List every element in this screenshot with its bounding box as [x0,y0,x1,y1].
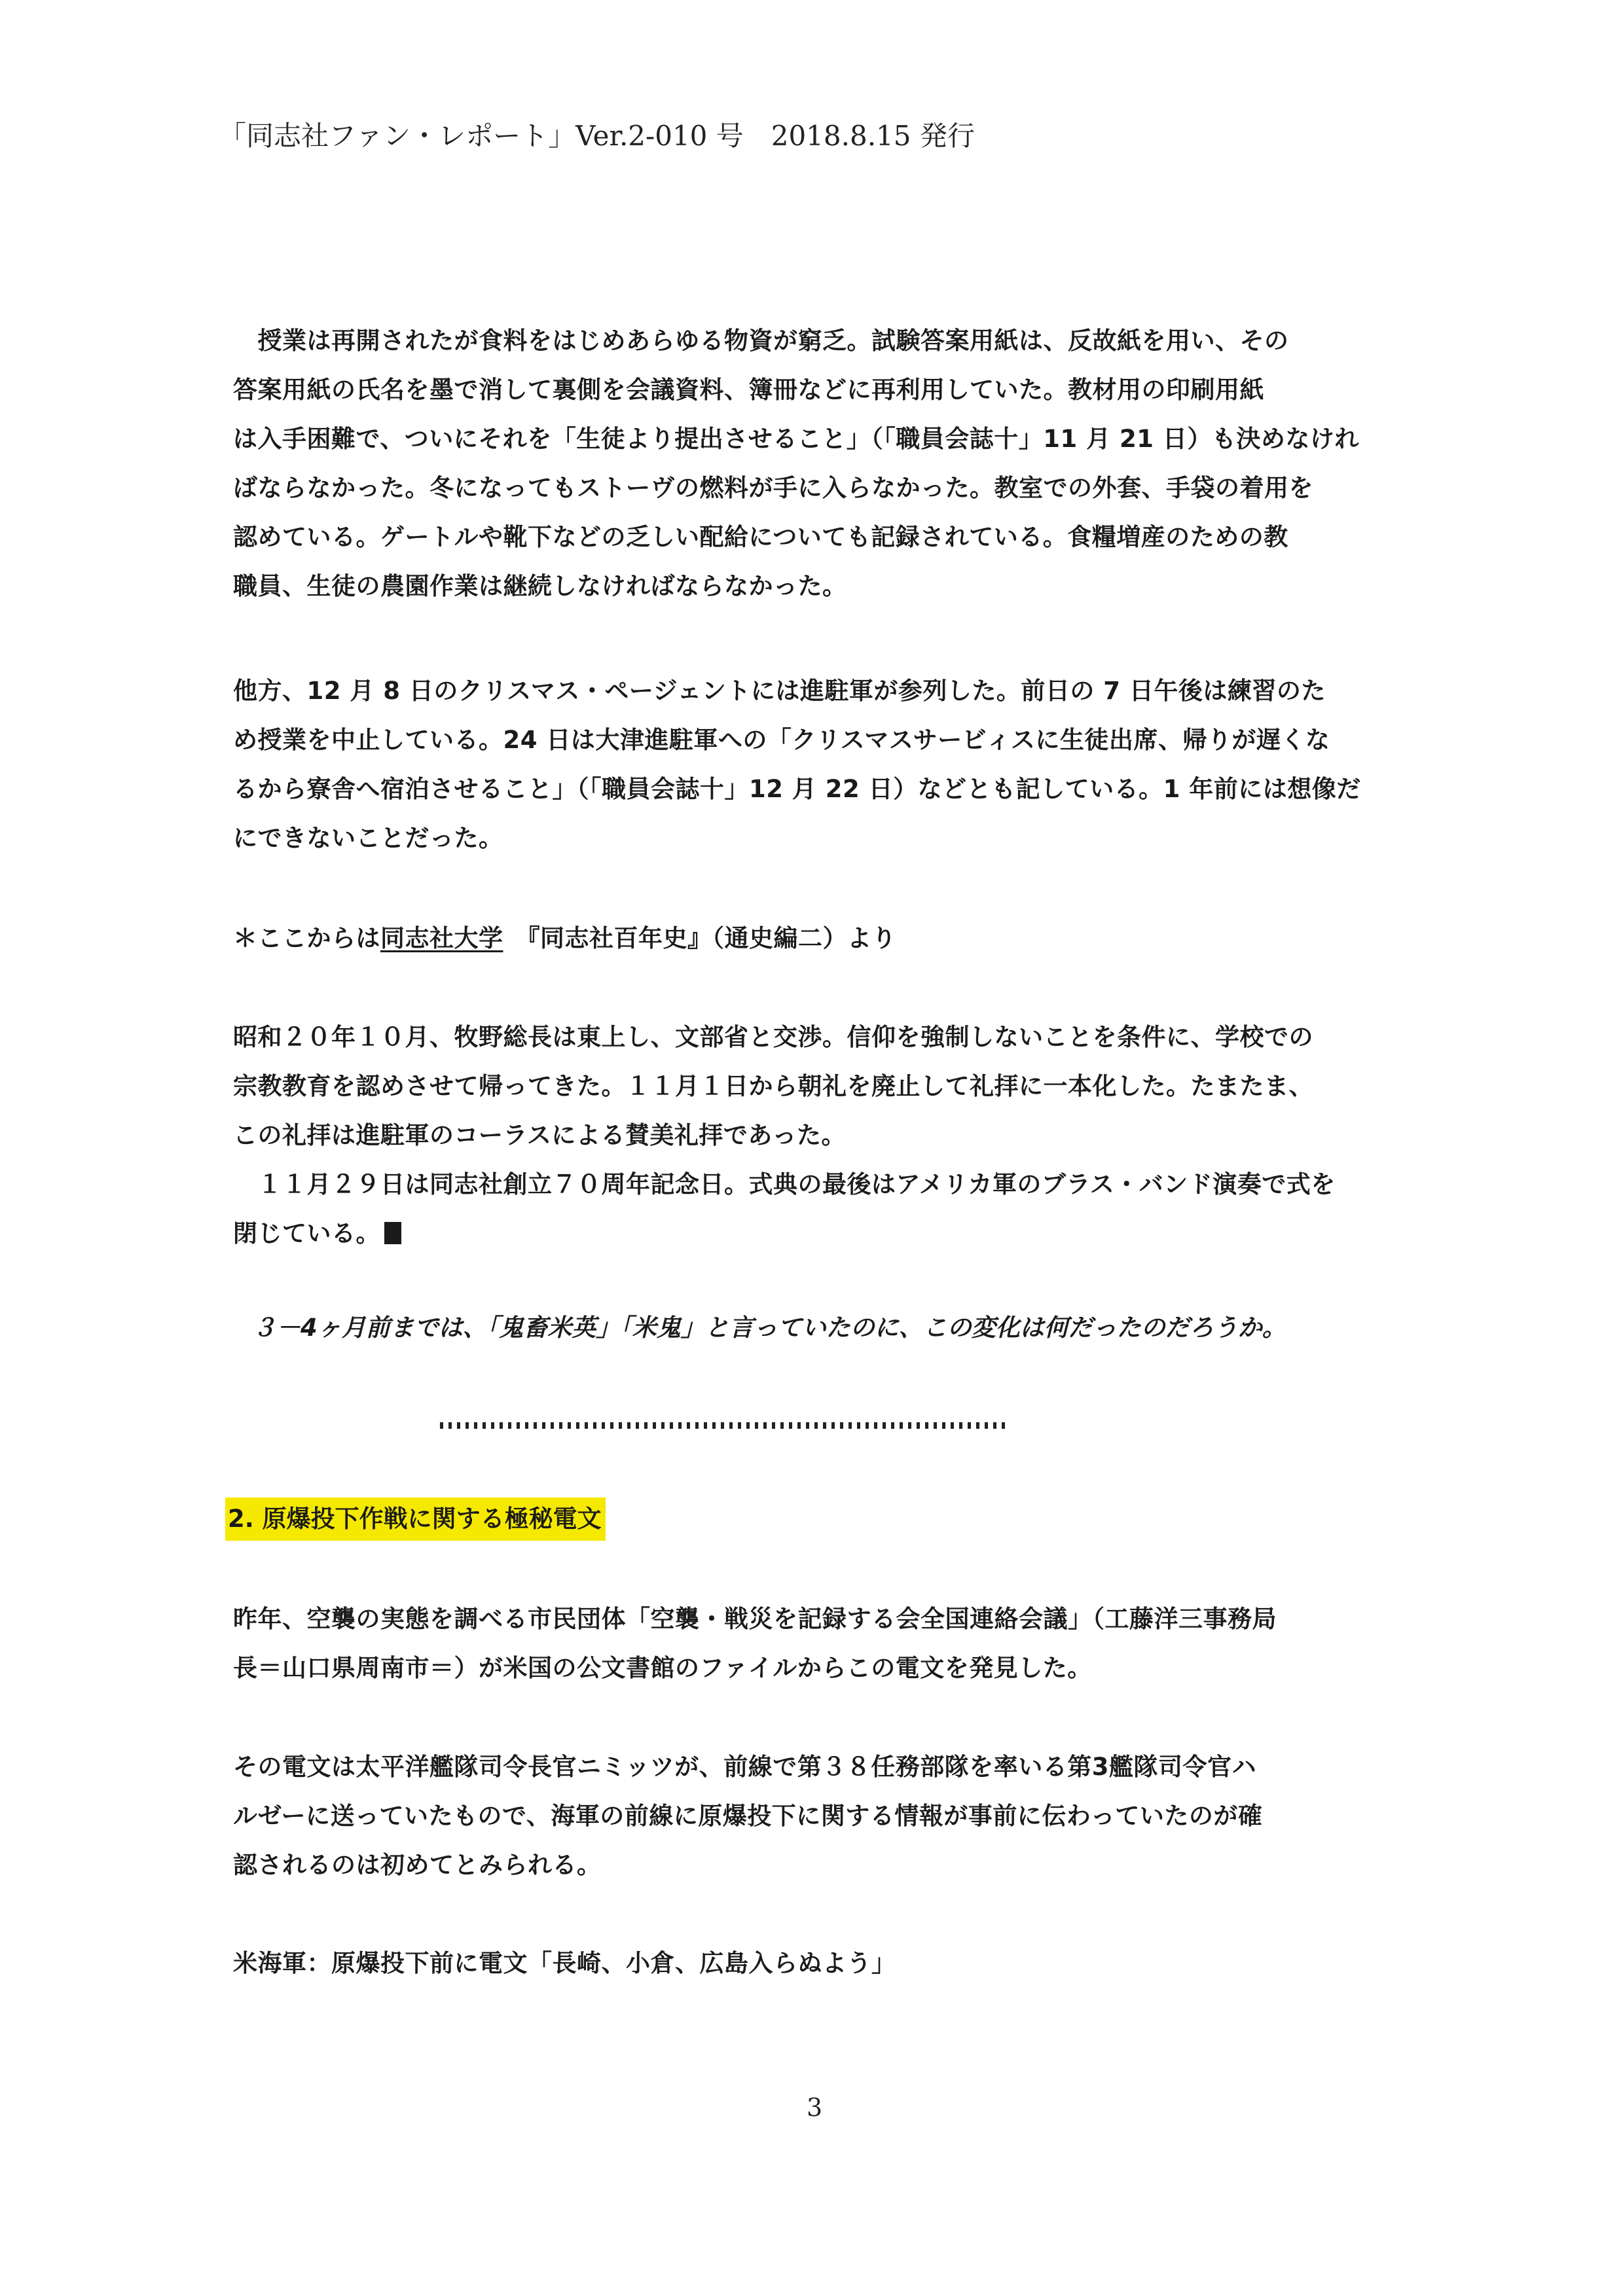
source-note-university-link[interactable]: 同志社大学 [380,924,503,952]
page-number: 3 [807,2093,823,2122]
text-line: １１月２９日は同志社創立７０周年記念日。式典の最後はアメリカ軍のブラス・バンド演奏で式を [233,1170,1336,1198]
source-note [233,914,1398,963]
text-line: 長＝山口県周南市＝）が米国の公文書館のファイルからこの電文を発見した。 [233,1654,1092,1682]
source-note-prefix: ＊ここからは [233,924,380,952]
text-line: にできないことだった。 [233,824,503,852]
dotted-separator [440,1422,1008,1429]
italic-commentary: ３－4ヶ月前までは、「鬼畜米英」「米鬼」と言っていたのに、この変化は何だったのだろうか。 [252,1314,1286,1342]
text-line: 授業は再開されたが食料をはじめあらゆる物資が窮乏。試験答案用紙は、反故紙を用い、その [233,327,1289,355]
paragraph-showa-20 [233,1013,1398,1258]
text-line: 宗教教育を認めさせて帰ってきた。１１月１日から朝礼を廃止して礼拝に一本化した。たまたま、 [233,1072,1313,1100]
text-line: 昭和２０年１０月、牧野総長は東上し、文部省と交渉。信仰を強制しないことを条件に、学校での [233,1023,1313,1051]
text-line: 答案用紙の氏名を墨で消して裏側を会議資料、簿冊などに再利用していた。教材用の印刷用紙 [233,376,1264,404]
text-line: 閉じている。 [233,1219,380,1247]
text-line: 米海軍：原爆投下前に電文「長崎、小倉、広島入らぬよう」 [233,1949,896,1977]
text-line: 職員、生徒の農園作業は継続しなければならなかった。 [233,572,847,600]
text-line: この礼拝は進駐軍のコーラスによる賛美礼拝であった。 [233,1121,847,1149]
text-line: ルゼーに送っていたもので、海軍の前線に原爆投下に関する情報が事前に伝わっていたのが確 [233,1802,1263,1830]
text-line: その電文は太平洋艦隊司令長官ニミッツが、前線で第３８任務部隊を率いる第3艦隊司令官ハ [233,1753,1257,1781]
text-line: 昨年、空襲の実態を調べる市民団体「空襲・戦災を記録する会全国連絡会議」（工藤洋三事務局 [233,1605,1277,1633]
source-note-suffix: 『同志社百年史』（通史編二）より [503,924,896,952]
text-line: め授業を中止している。24 日は大津進駐軍への「クリスマスサービィスに生徒出席、帰りが遅くな [233,726,1330,754]
paragraph-discovery [233,1594,1398,1693]
text-line: 認めている。ゲートルや靴下などの乏しい配給についても記録されている。食糧増産のための教 [233,523,1288,551]
page-header: 「同志社ファン・レポート」Ver.2-010 号 2018.8.15 発行 [219,120,975,152]
paragraph-telegram-content [233,1742,1398,1890]
section-heading: 2. 原爆投下作戦に関する極秘電文 [225,1498,606,1541]
paragraph-headline-quote [233,1939,1398,1988]
text-line: るから寮舎へ宿泊させること」（「職員会誌十」12 月 22 日）などとも記している。1 年前には想像だ [233,775,1361,803]
text-line: 他方、12 月 8 日のクリスマス・ページェントには進駐軍が参列した。前日の 7 日午後は練習のた [233,677,1326,705]
text-line: ばならなかった。冬になってもストーヴの燃料が手に入らなかった。教室での外套、手袋の着用を [233,474,1313,502]
paragraph-school-supplies [233,316,1398,611]
end-mark-square-icon [384,1222,401,1244]
text-line: は入手困難で、ついにそれを「生徒より提出させること」（「職員会誌十」11 月 21 日）も決めなけれ [233,425,1359,453]
paragraph-christmas-pageant [233,666,1398,863]
text-line: 認されるのは初めてとみられる。 [233,1851,602,1879]
